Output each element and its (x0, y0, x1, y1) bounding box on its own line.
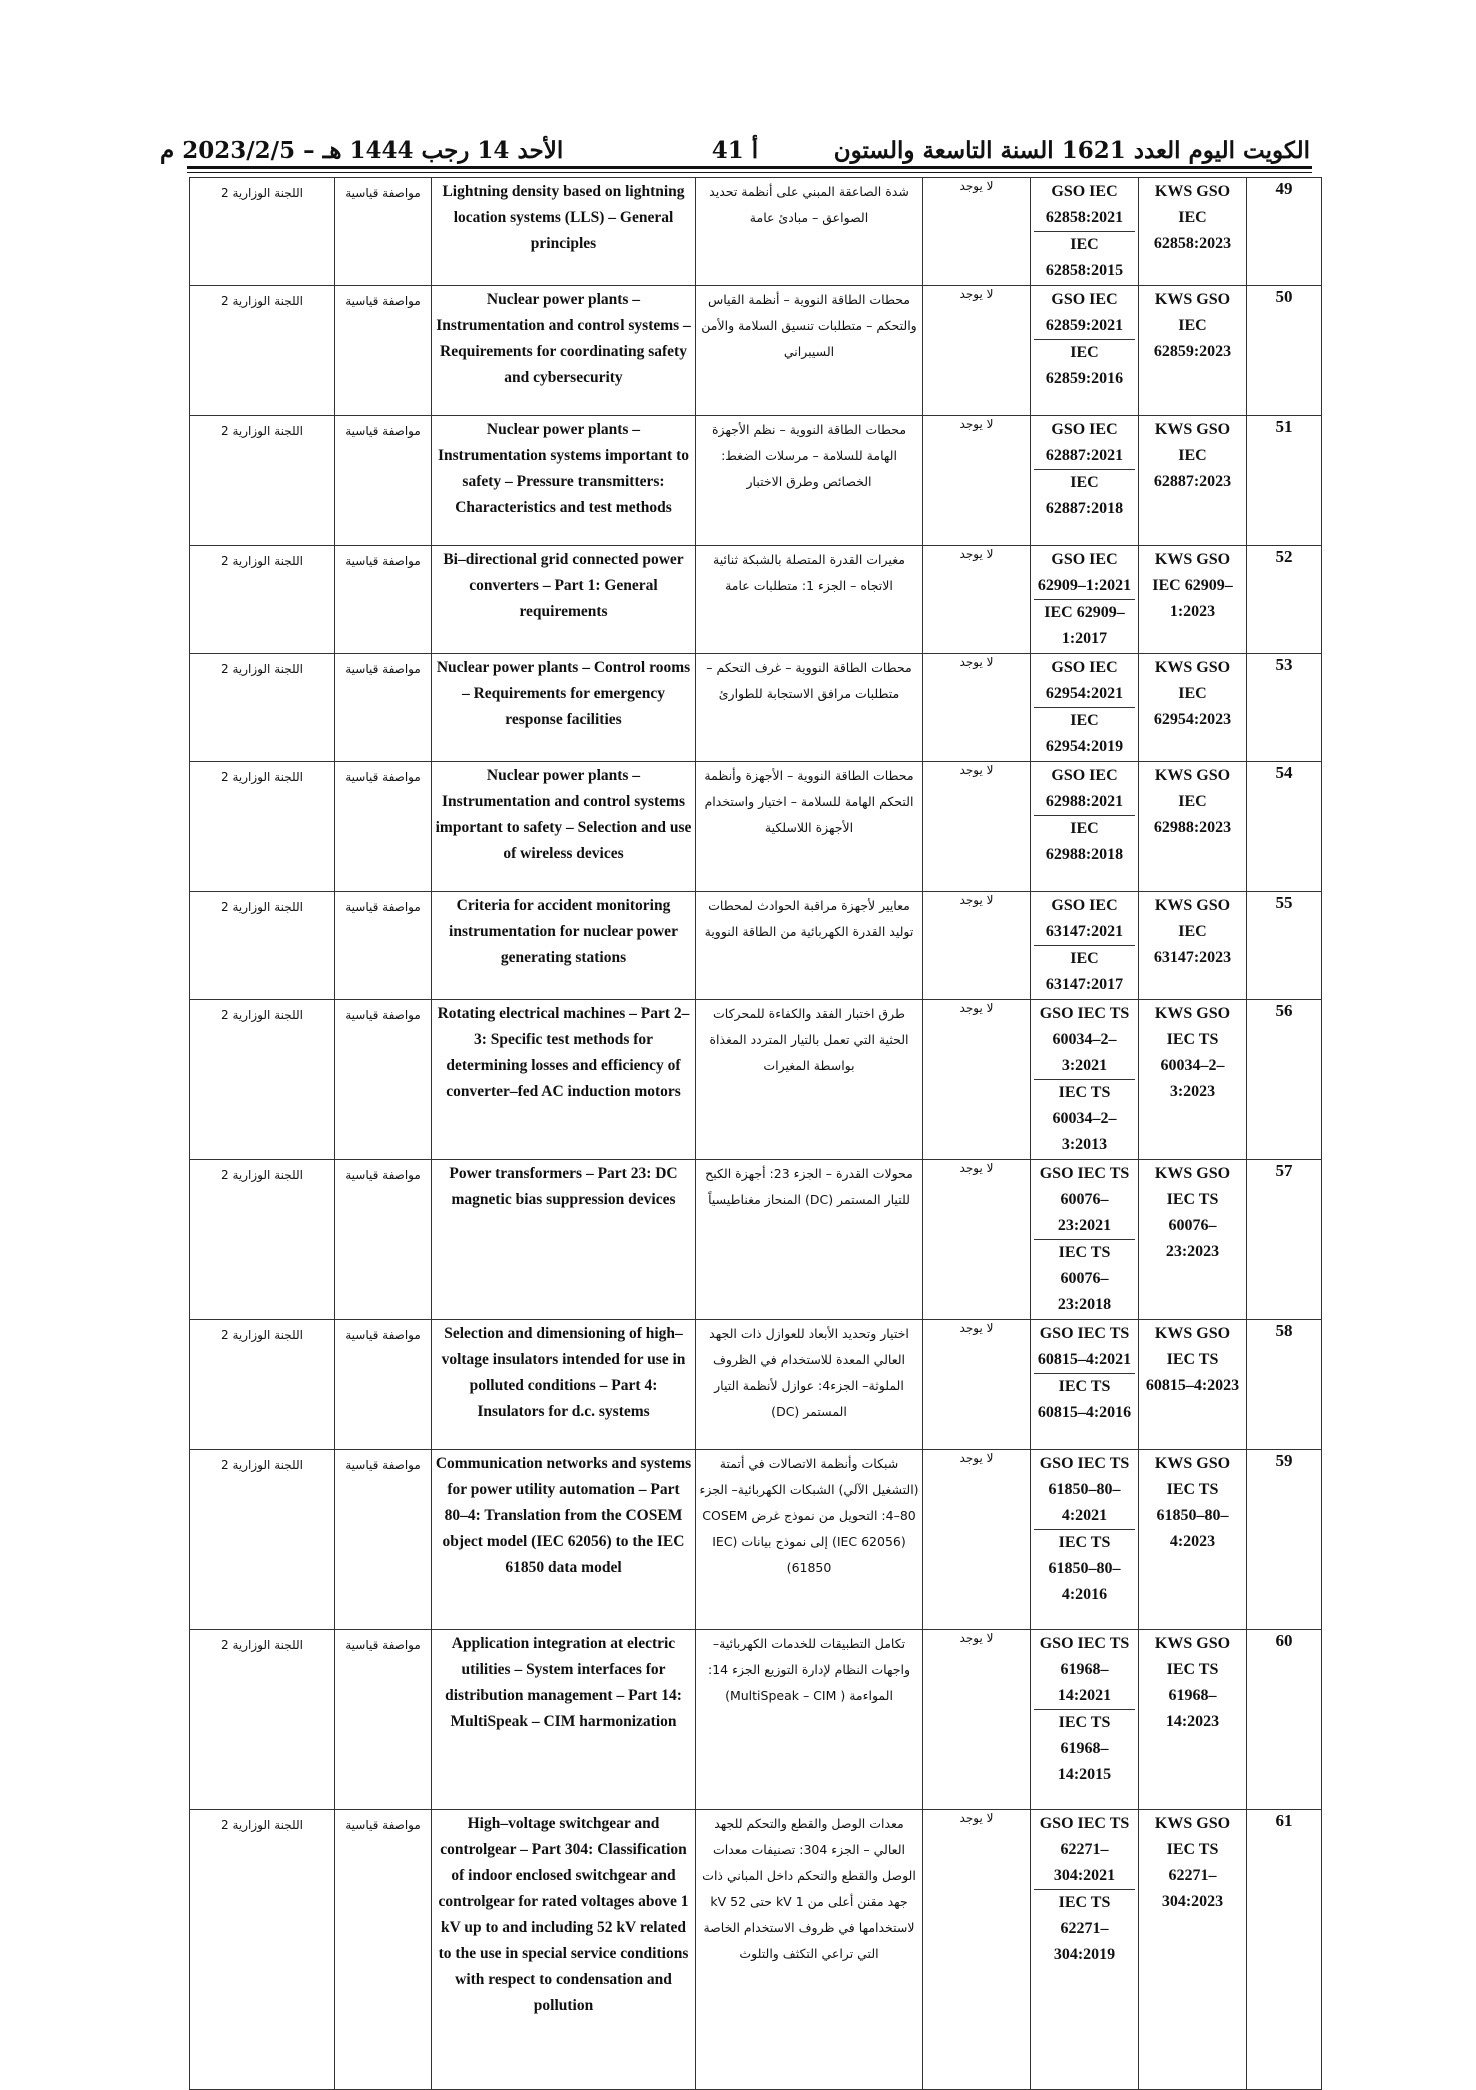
english-title: Nuclear power plants – Instrumentation systems important to safety – Pressure transmitters: Characteristics and test methods (432, 416, 696, 546)
gso-number: GSO IEC 62859:2021 (1034, 287, 1135, 340)
committee: اللجنة الوزارية 2 (190, 654, 335, 762)
iec-number: IEC 62859:2016 (1045, 344, 1124, 387)
document-type: مواصفة قياسية (335, 1630, 432, 1810)
table-row (190, 416, 1322, 546)
table-row (190, 1810, 1322, 2090)
document-type: مواصفة قياسية (335, 1320, 432, 1450)
arabic-title: شدة الصاعقة المبني على أنظمة تحديد الصواعق – مبادئ عامة (696, 178, 923, 286)
gso-standard-number (1031, 654, 1139, 762)
kws-standard-number: KWS GSO IEC 62954:2023 (1139, 654, 1247, 762)
gso-standard-number (1031, 1630, 1139, 1810)
arabic-title: طرق اختبار الفقد والكفاءة للمحركات الحثية التي تعمل بالتيار المتردد المغذاة بواسطة المغيرات (696, 1000, 923, 1160)
gso-number: GSO IEC 62887:2021 (1034, 417, 1135, 470)
committee: اللجنة الوزارية 2 (190, 1320, 335, 1450)
table-row (190, 1450, 1322, 1630)
iec-number: IEC TS 60076–23:2018 (1057, 1244, 1112, 1313)
committee: اللجنة الوزارية 2 (190, 1810, 335, 2090)
header-rule-thin (187, 172, 1312, 173)
document-type: مواصفة قياسية (335, 1160, 432, 1320)
iec-number: IEC 62988:2018 (1045, 820, 1124, 863)
gso-standard-number (1031, 1810, 1139, 2090)
page-header (160, 120, 1310, 164)
kws-standard-number: KWS GSO IEC 62909–1:2023 (1139, 546, 1247, 654)
committee: اللجنة الوزارية 2 (190, 1630, 335, 1810)
kws-standard-number: KWS GSO IEC 62887:2023 (1139, 416, 1247, 546)
committee: اللجنة الوزارية 2 (190, 1160, 335, 1320)
table-row (190, 178, 1322, 286)
row-number: 51 (1247, 416, 1322, 546)
iec-number: IEC TS 62271–304:2019 (1053, 1894, 1116, 1963)
table-row (190, 654, 1322, 762)
national-equivalent: لا يوجد (923, 286, 1031, 416)
english-title: Lightning density based on lightning location systems (LLS) – General principles (432, 178, 696, 286)
gso-standard-number (1031, 1450, 1139, 1630)
english-title: Nuclear power plants – Instrumentation and control systems – Requirements for coordinating safety and cybersecurity (432, 286, 696, 416)
kws-standard-number: KWS GSO IEC 63147:2023 (1139, 892, 1247, 1000)
kws-standard-number: KWS GSO IEC TS 62271–304:2023 (1139, 1810, 1247, 2090)
gso-number: GSO IEC TS 60034–2–3:2021 (1034, 1001, 1135, 1080)
national-equivalent: لا يوجد (923, 178, 1031, 286)
committee: اللجنة الوزارية 2 (190, 546, 335, 654)
committee: اللجنة الوزارية 2 (190, 1450, 335, 1630)
document-type: مواصفة قياسية (335, 416, 432, 546)
row-number: 56 (1247, 1000, 1322, 1160)
national-equivalent: لا يوجد (923, 1000, 1031, 1160)
gso-standard-number (1031, 416, 1139, 546)
committee: اللجنة الوزارية 2 (190, 892, 335, 1000)
arabic-title: مغيرات القدرة المتصلة بالشبكة ثنائية الاتجاه – الجزء 1: متطلبات عامة (696, 546, 923, 654)
table-row (190, 1630, 1322, 1810)
national-equivalent: لا يوجد (923, 1160, 1031, 1320)
header-rule (187, 166, 1312, 169)
iec-number: IEC TS 61968–14:2015 (1057, 1714, 1112, 1783)
row-number: 57 (1247, 1160, 1322, 1320)
row-number: 55 (1247, 892, 1322, 1000)
table-row (190, 892, 1322, 1000)
gso-standard-number (1031, 1320, 1139, 1450)
row-number: 59 (1247, 1450, 1322, 1630)
gso-standard-number (1031, 1160, 1139, 1320)
national-equivalent: لا يوجد (923, 546, 1031, 654)
kws-standard-number: KWS GSO IEC TS 60034–2–3:2023 (1139, 1000, 1247, 1160)
english-title: High–voltage switchgear and controlgear – Part 304: Classification of indoor enclosed switchgear and controlgear for rated voltages above 1 kV up to and including 52 kV related to the use in special service conditions with respect to condensation and pollution (432, 1810, 696, 2090)
national-equivalent: لا يوجد (923, 654, 1031, 762)
row-number: 53 (1247, 654, 1322, 762)
english-title: Nuclear power plants – Control rooms – Requirements for emergency response facilities (432, 654, 696, 762)
document-type: مواصفة قياسية (335, 286, 432, 416)
row-number: 58 (1247, 1320, 1322, 1450)
national-equivalent: لا يوجد (923, 1450, 1031, 1630)
arabic-title: معدات الوصل والقطع والتحكم للجهد العالي – الجزء 304: تصنيفات معدات الوصل والقطع والتحكم داخل المباني ذات جهد مقنن أعلى من 1 kV حتى 52 kV لاستخدامها في ظروف الاستخدام الخاصة التي تراعي التكثف والتلوث (696, 1810, 923, 2090)
kws-standard-number: KWS GSO IEC TS 61968–14:2023 (1139, 1630, 1247, 1810)
arabic-title: محطات الطاقة النووية – الأجهزة وأنظمة التحكم الهامة للسلامة – اختيار واستخدام الأجهزة اللاسلكية (696, 762, 923, 892)
row-number: 54 (1247, 762, 1322, 892)
document-type: مواصفة قياسية (335, 1810, 432, 2090)
document-type: مواصفة قياسية (335, 1450, 432, 1630)
table-row (190, 1320, 1322, 1450)
iec-number: IEC TS 60034–2–3:2013 (1052, 1084, 1117, 1153)
committee: اللجنة الوزارية 2 (190, 1000, 335, 1160)
iec-number: IEC 63147:2017 (1045, 950, 1124, 993)
iec-number: IEC 62954:2019 (1045, 712, 1124, 755)
gso-number: GSO IEC 62858:2021 (1034, 179, 1135, 232)
document-type: مواصفة قياسية (335, 762, 432, 892)
iec-number: IEC TS 61850–80–4:2016 (1048, 1534, 1121, 1603)
arabic-title: محطات الطاقة النووية – نظم الأجهزة الهامة للسلامة – مرسلات الضغط: الخصائص وطرق الاختبار (696, 416, 923, 546)
english-title: Communication networks and systems for power utility automation – Part 80–4: Translation from the COSEM object model (IEC 62056) to the IEC 61850 data model (432, 1450, 696, 1630)
table-row (190, 1160, 1322, 1320)
english-title: Power transformers – Part 23: DC magnetic bias suppression devices (432, 1160, 696, 1320)
document-type: مواصفة قياسية (335, 654, 432, 762)
iec-number: IEC 62909–1:2017 (1044, 604, 1125, 647)
arabic-title: شبكات وأنظمة الاتصالات في أتمتة (التشغيل الآلي) الشبكات الكهربائية– الجزء 80–4: التحويل من نموذج غرض COSEM (IEC 62056) إلى نموذج بيانات (IEC 61850) (696, 1450, 923, 1630)
gso-standard-number (1031, 286, 1139, 416)
header-issue: الكويت اليوم العدد 1621 السنة التاسعة والستون (833, 137, 1310, 164)
arabic-title: تكامل التطبيقات للخدمات الكهربائية– واجهات النظام لإدارة التوزيع الجزء 14: المواءمة ( MultiSpeak – CIM) (696, 1630, 923, 1810)
national-equivalent: لا يوجد (923, 1630, 1031, 1810)
national-equivalent: لا يوجد (923, 416, 1031, 546)
kws-standard-number: KWS GSO IEC 62859:2023 (1139, 286, 1247, 416)
kws-standard-number: KWS GSO IEC TS 60815–4:2023 (1139, 1320, 1247, 1450)
national-equivalent: لا يوجد (923, 762, 1031, 892)
committee: اللجنة الوزارية 2 (190, 416, 335, 546)
arabic-title: محطات الطاقة النووية – غرف التحكم – متطلبات مرافق الاستجابة للطوارئ (696, 654, 923, 762)
kws-standard-number: KWS GSO IEC 62858:2023 (1139, 178, 1247, 286)
gso-standard-number (1031, 892, 1139, 1000)
header-page-number: أ 41 (711, 137, 759, 164)
arabic-title: معايير لأجهزة مراقبة الحوادث لمحطات توليد القدرة الكهربائية من الطاقة النووية (696, 892, 923, 1000)
kws-standard-number: KWS GSO IEC TS 60076–23:2023 (1139, 1160, 1247, 1320)
header-date: الأحد 14 رجب 1444 هـ – 2023/2/5 م (160, 137, 564, 164)
table-row (190, 546, 1322, 654)
arabic-title: محولات القدرة – الجزء 23: أجهزة الكبح للتيار المستمر (DC) المنحاز مغناطيسياً (696, 1160, 923, 1320)
arabic-title: محطات الطاقة النووية – أنظمة القياس والتحكم – متطلبات تنسيق السلامة والأمن السيبراني (696, 286, 923, 416)
english-title: Rotating electrical machines – Part 2–3: Specific test methods for determining losses and efficiency of converter–fed AC induction motors (432, 1000, 696, 1160)
committee: اللجنة الوزارية 2 (190, 178, 335, 286)
national-equivalent: لا يوجد (923, 892, 1031, 1000)
national-equivalent: لا يوجد (923, 1320, 1031, 1450)
gso-number: GSO IEC TS 61968–14:2021 (1034, 1631, 1135, 1710)
national-equivalent: لا يوجد (923, 1810, 1031, 2090)
gso-number: GSO IEC TS 62271–304:2021 (1034, 1811, 1135, 1890)
document-type: مواصفة قياسية (335, 1000, 432, 1160)
row-number: 52 (1247, 546, 1322, 654)
iec-number: IEC 62887:2018 (1045, 474, 1124, 517)
table-row (190, 762, 1322, 892)
arabic-title: اختيار وتحديد الأبعاد للعوازل ذات الجهد العالي المعدة للاستخدام في الظروف الملوثة– الجزء4: عوازل لأنظمة التيار المستمر (DC) (696, 1320, 923, 1450)
english-title: Selection and dimensioning of high–voltage insulators intended for use in polluted conditions – Part 4: Insulators for d.c. systems (432, 1320, 696, 1450)
english-title: Bi–directional grid connected power converters – Part 1: General requirements (432, 546, 696, 654)
row-number: 50 (1247, 286, 1322, 416)
committee: اللجنة الوزارية 2 (190, 762, 335, 892)
standards-table (189, 177, 1322, 2090)
iec-number: IEC TS 60815–4:2016 (1037, 1378, 1132, 1421)
gso-number: GSO IEC 62909–1:2021 (1034, 547, 1135, 600)
english-title: Application integration at electric utilities – System interfaces for distribution management – Part 14: MultiSpeak – CIM harmonization (432, 1630, 696, 1810)
gso-standard-number (1031, 546, 1139, 654)
gso-number: GSO IEC TS 61850–80–4:2021 (1034, 1451, 1135, 1530)
english-title: Nuclear power plants – Instrumentation and control systems important to safety – Selection and use of wireless devices (432, 762, 696, 892)
gso-standard-number (1031, 762, 1139, 892)
gso-number: GSO IEC 63147:2021 (1034, 893, 1135, 946)
table-row (190, 1000, 1322, 1160)
committee: اللجنة الوزارية 2 (190, 286, 335, 416)
table-row (190, 286, 1322, 416)
row-number: 49 (1247, 178, 1322, 286)
document-type: مواصفة قياسية (335, 892, 432, 1000)
gso-number: GSO IEC TS 60815–4:2021 (1034, 1321, 1135, 1374)
document-type: مواصفة قياسية (335, 546, 432, 654)
row-number: 61 (1247, 1810, 1322, 2090)
gso-standard-number (1031, 178, 1139, 286)
kws-standard-number: KWS GSO IEC TS 61850–80–4:2023 (1139, 1450, 1247, 1630)
gso-number: GSO IEC 62954:2021 (1034, 655, 1135, 708)
gso-number: GSO IEC TS 60076–23:2021 (1034, 1161, 1135, 1240)
document-type: مواصفة قياسية (335, 178, 432, 286)
iec-number: IEC 62858:2015 (1045, 236, 1124, 279)
english-title: Criteria for accident monitoring instrumentation for nuclear power generating stations (432, 892, 696, 1000)
kws-standard-number: KWS GSO IEC 62988:2023 (1139, 762, 1247, 892)
gso-standard-number (1031, 1000, 1139, 1160)
gso-number: GSO IEC 62988:2021 (1034, 763, 1135, 816)
row-number: 60 (1247, 1630, 1322, 1810)
